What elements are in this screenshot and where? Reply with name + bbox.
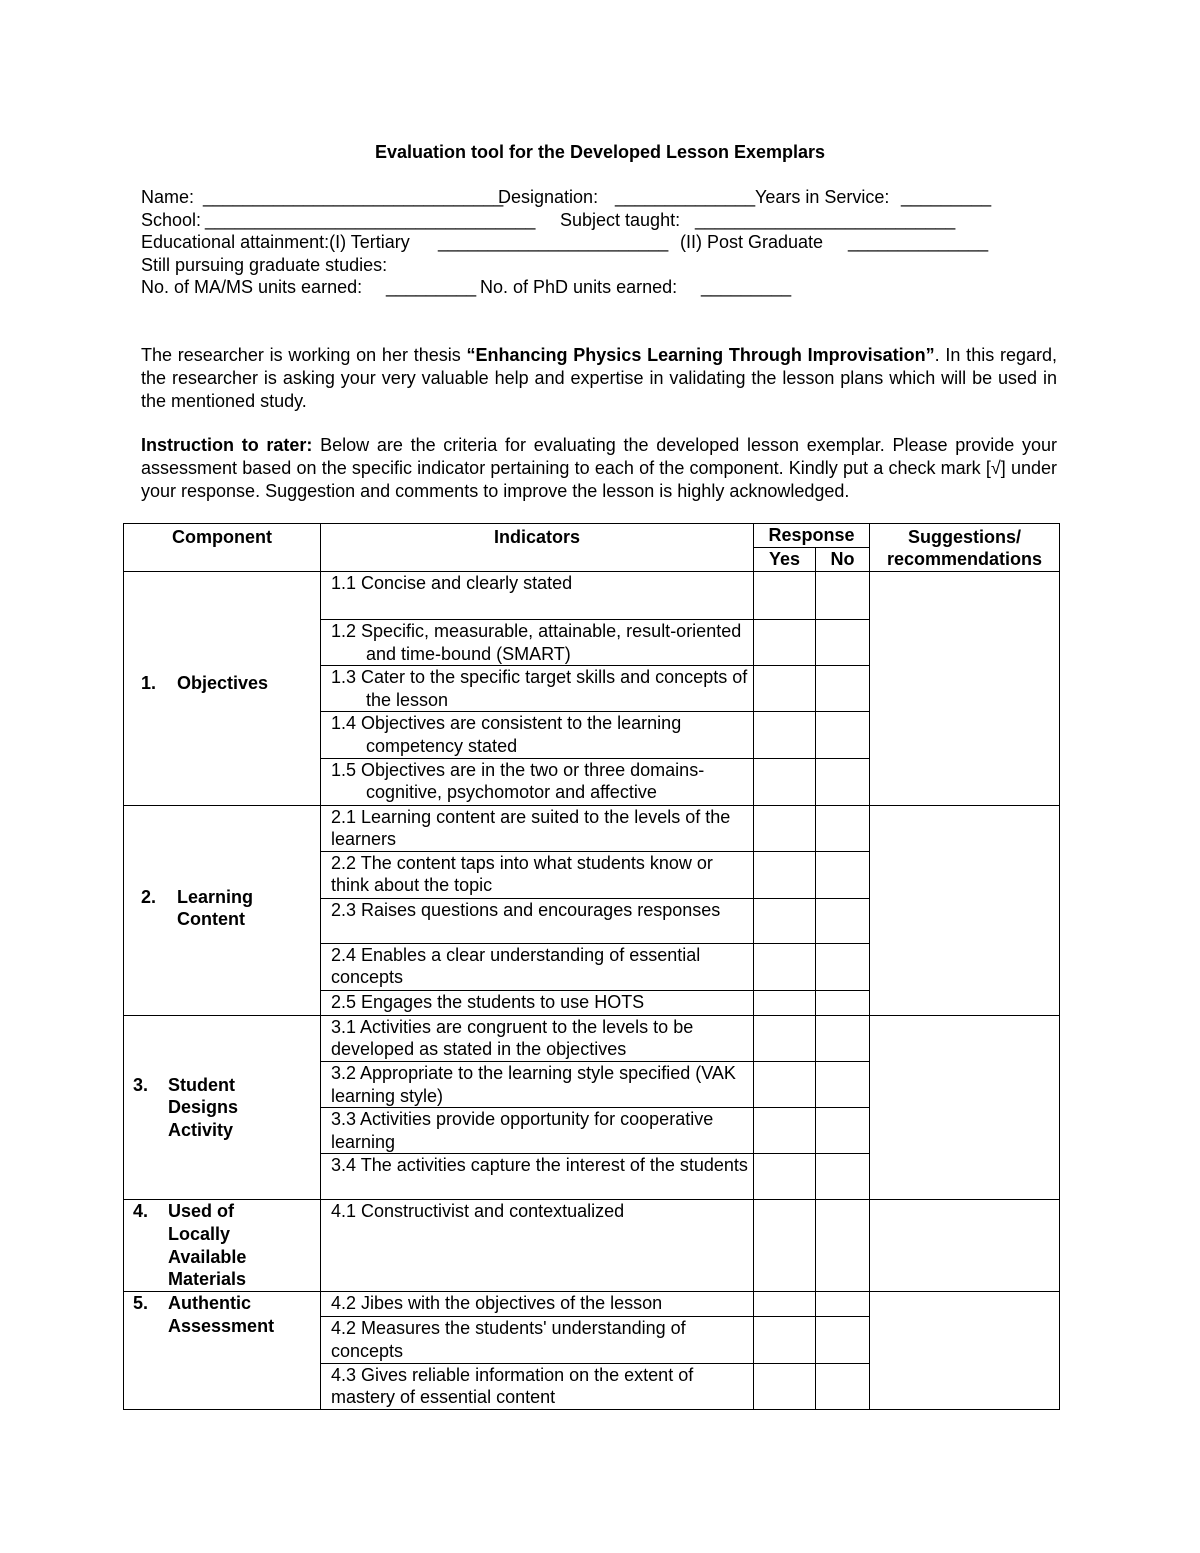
component-label-row	[133, 1292, 320, 1337]
education-label: Educational attainment:(I) Tertiary	[141, 232, 410, 253]
school-blank[interactable]: _________________________________	[205, 209, 536, 230]
component-label-line: Authentic	[168, 1293, 251, 1314]
indicator-text: 3.3 Activities provide opportunity for cooperative learning	[331, 1109, 714, 1152]
indicator-text: 3.1 Activities are congruent to the levels to be developed as stated in the objectives	[331, 1016, 694, 1060]
indicator-text: 4.3 Gives reliable information on the extent of mastery of essential content	[331, 1364, 694, 1408]
indicator-text: 4.1 Constructivist and contextualized	[331, 1201, 625, 1222]
component-cell	[124, 1015, 321, 1200]
info-line-units	[141, 276, 1001, 299]
indicator-cell	[321, 1317, 754, 1363]
component-label	[168, 1074, 238, 1142]
response-no-cell[interactable]	[816, 1108, 870, 1154]
response-yes-cell[interactable]	[754, 805, 816, 851]
component-label-line: Objectives	[177, 673, 269, 693]
indicator-cell	[321, 1363, 754, 1409]
indicator-cell	[321, 620, 754, 666]
intro-text-before: The researcher is working on her thesis	[141, 345, 467, 365]
component-number: 5.	[133, 1293, 149, 1314]
subject-label: Subject taught:	[560, 209, 681, 230]
header-suggestions-line-2: recommendations	[886, 549, 1043, 569]
suggestions-cell[interactable]	[870, 805, 1060, 1015]
header-no: No	[816, 548, 870, 572]
intro-text-after: . In this regard, the researcher is asking your very valuable help and expertise in validating the lesson plans which will be used in the mentioned study.	[141, 345, 1057, 411]
response-yes-cell[interactable]	[754, 1200, 816, 1292]
indicator-cell	[321, 712, 754, 758]
response-yes-cell[interactable]	[754, 851, 816, 898]
component-label	[177, 886, 253, 931]
response-no-cell[interactable]	[816, 1292, 870, 1317]
intro-paragraph	[141, 344, 1057, 412]
component-label-line: Available	[168, 1246, 247, 1267]
component-label-line: Activity	[168, 1119, 234, 1140]
component-number: 3.	[133, 1074, 149, 1095]
suggestions-cell[interactable]	[870, 1292, 1060, 1409]
response-no-cell[interactable]	[816, 1200, 870, 1292]
indicator-text: 2.1 Learning content are suited to the levels of the learners	[331, 806, 731, 850]
component-label-row	[133, 1200, 320, 1290]
table-row	[124, 1200, 1060, 1292]
postgrad-label: (II) Post Graduate	[680, 232, 824, 253]
component-label-row	[141, 886, 320, 931]
table-row	[124, 1015, 1060, 1061]
info-line-name	[141, 186, 1001, 209]
response-no-cell[interactable]	[816, 620, 870, 666]
response-no-cell[interactable]	[816, 712, 870, 758]
component-number: 2.	[141, 886, 157, 907]
indicator-cell	[321, 572, 754, 620]
thesis-title: “Enhancing Physics Learning Through Improvisation”	[466, 345, 935, 365]
designation-blank[interactable]: ______________	[615, 187, 756, 207]
indicator-text: 2.5 Engages the students to use HOTS	[331, 991, 645, 1012]
component-label-line: Assessment	[168, 1315, 275, 1336]
component-cell	[124, 572, 321, 806]
indicator-cell	[321, 1061, 754, 1107]
years-blank[interactable]: _________	[901, 187, 992, 207]
component-label	[168, 1200, 246, 1290]
response-yes-cell[interactable]	[754, 666, 816, 712]
component-cell	[124, 805, 321, 1015]
response-no-cell[interactable]	[816, 1061, 870, 1107]
response-no-cell[interactable]	[816, 990, 870, 1015]
header-indicators: Indicators	[321, 524, 754, 572]
indicator-cell	[321, 805, 754, 851]
header-yes: Yes	[754, 548, 816, 572]
document-title: Evaluation tool for the Developed Lesson Exemplars	[374, 142, 826, 162]
indicator-cell	[321, 990, 754, 1015]
pursuing-label: Still pursuing graduate studies:	[141, 254, 388, 275]
header-component: Component	[124, 524, 321, 572]
designation-label: Designation:	[498, 187, 599, 207]
response-yes-cell[interactable]	[754, 572, 816, 620]
indicator-text: 3.2 Appropriate to the learning style specified (VAK learning style)	[331, 1062, 736, 1106]
suggestions-cell[interactable]	[870, 1200, 1060, 1292]
table-row	[124, 805, 1060, 851]
info-line-school	[141, 209, 1001, 232]
response-no-cell[interactable]	[816, 1154, 870, 1200]
indicator-cell	[321, 1015, 754, 1061]
header-suggestions	[870, 524, 1060, 572]
component-cell	[124, 1200, 321, 1292]
evaluation-table	[123, 523, 1060, 1410]
component-number: 1.	[141, 673, 157, 693]
indicator-text: 1.4 Objectives are consistent to the learning competency stated	[331, 713, 682, 756]
ma-units-label: No. of MA/MS units earned:	[141, 277, 363, 298]
response-yes-cell[interactable]	[754, 1292, 816, 1317]
response-no-cell[interactable]	[816, 1317, 870, 1363]
response-yes-cell[interactable]	[754, 943, 816, 990]
indicator-cell	[321, 1292, 754, 1317]
phd-units-blank[interactable]: _________	[701, 277, 792, 298]
component-label	[168, 1292, 274, 1337]
suggestions-cell[interactable]	[870, 572, 1060, 806]
component-cell	[124, 1292, 321, 1409]
indicator-text: 1.3 Cater to the specific target skills and concepts of the lesson	[331, 667, 748, 710]
response-yes-cell[interactable]	[754, 1317, 816, 1363]
indicator-cell	[321, 898, 754, 943]
response-yes-cell[interactable]	[754, 620, 816, 666]
phd-units-label: No. of PhD units earned:	[480, 277, 678, 298]
component-label	[177, 672, 268, 695]
response-no-cell[interactable]	[816, 805, 870, 851]
response-no-cell[interactable]	[816, 1363, 870, 1409]
name-label: Name:	[141, 187, 195, 207]
indicator-text: 2.2 The content taps into what students know or think about the topic	[331, 852, 713, 896]
response-yes-cell[interactable]	[754, 1108, 816, 1154]
component-label-line: Student	[168, 1074, 235, 1095]
response-yes-cell[interactable]	[754, 990, 816, 1015]
table-row	[124, 572, 1060, 620]
indicator-text: 1.5 Objectives are in the two or three domains- cognitive, psychomotor and affective	[331, 759, 705, 803]
component-label-line: Learning	[177, 886, 254, 907]
response-no-cell[interactable]	[816, 666, 870, 712]
response-no-cell[interactable]	[816, 1015, 870, 1061]
indicator-cell	[321, 1108, 754, 1154]
component-label-row	[133, 1074, 320, 1142]
response-no-cell[interactable]	[816, 943, 870, 990]
name-blank[interactable]: ______________________________	[203, 187, 504, 207]
instruction-paragraph	[141, 434, 1057, 502]
indicator-text: 4.2 Jibes with the objectives of the lesson	[331, 1293, 663, 1314]
response-yes-cell[interactable]	[754, 1154, 816, 1200]
response-no-cell[interactable]	[816, 572, 870, 620]
info-line-pursuing	[141, 254, 1001, 277]
header-suggestions-line-1: Suggestions/	[907, 527, 1021, 547]
response-yes-cell[interactable]	[754, 898, 816, 943]
indicator-cell	[321, 1200, 754, 1292]
school-label: School:	[141, 209, 202, 230]
component-label-row	[141, 672, 320, 695]
ma-units-blank[interactable]: _________	[386, 277, 477, 298]
response-no-cell[interactable]	[816, 758, 870, 805]
instruction-text: Below are the criteria for evaluating the developed lesson exemplar. Please provide your assessment based on the specific indicator pertaining to each of the component. Kindly put a check mark [√] under your response. Suggestion and comments to improve the lesson is highly acknowledged.	[141, 435, 1057, 501]
indicator-text: 2.3 Raises questions and encourages responses	[331, 899, 721, 920]
postgrad-blank[interactable]: ______________	[848, 232, 989, 253]
component-label-line: Locally	[168, 1223, 231, 1244]
response-yes-cell[interactable]	[754, 758, 816, 805]
indicator-text: 4.2 Measures the students' understanding of concepts	[331, 1318, 686, 1361]
component-number: 4.	[133, 1201, 149, 1222]
indicator-cell	[321, 943, 754, 990]
evaluation-table-body	[124, 572, 1060, 1410]
suggestions-cell[interactable]	[870, 1015, 1060, 1200]
indicator-cell	[321, 851, 754, 898]
component-label-line: Designs	[168, 1097, 239, 1118]
component-label-line: Content	[177, 909, 245, 930]
component-label-line: Used of	[168, 1201, 235, 1222]
response-yes-cell[interactable]	[754, 1363, 816, 1409]
info-line-education	[141, 231, 1001, 254]
component-label-line: Materials	[168, 1269, 247, 1290]
response-yes-cell[interactable]	[754, 712, 816, 758]
indicator-cell	[321, 1154, 754, 1200]
indicator-cell	[321, 758, 754, 805]
indicator-cell	[321, 666, 754, 712]
indicator-text: 1.2 Specific, measurable, attainable, result-oriented and time-bound (SMART)	[331, 621, 742, 664]
table-row	[124, 1292, 1060, 1317]
response-no-cell[interactable]	[816, 898, 870, 943]
years-label: Years in Service:	[755, 187, 890, 207]
response-no-cell[interactable]	[816, 851, 870, 898]
header-response: Response	[754, 524, 870, 548]
subject-blank[interactable]: __________________________	[695, 209, 956, 230]
education-blank[interactable]: _______________________	[438, 232, 669, 253]
indicator-text: 3.4 The activities capture the interest of the students	[331, 1155, 748, 1176]
respondent-info	[141, 186, 1001, 299]
response-yes-cell[interactable]	[754, 1061, 816, 1107]
indicator-text: 2.4 Enables a clear understanding of essential concepts	[331, 944, 701, 988]
instruction-label: Instruction to rater:	[141, 435, 313, 455]
indicator-text: 1.1 Concise and clearly stated	[331, 573, 573, 593]
response-yes-cell[interactable]	[754, 1015, 816, 1061]
